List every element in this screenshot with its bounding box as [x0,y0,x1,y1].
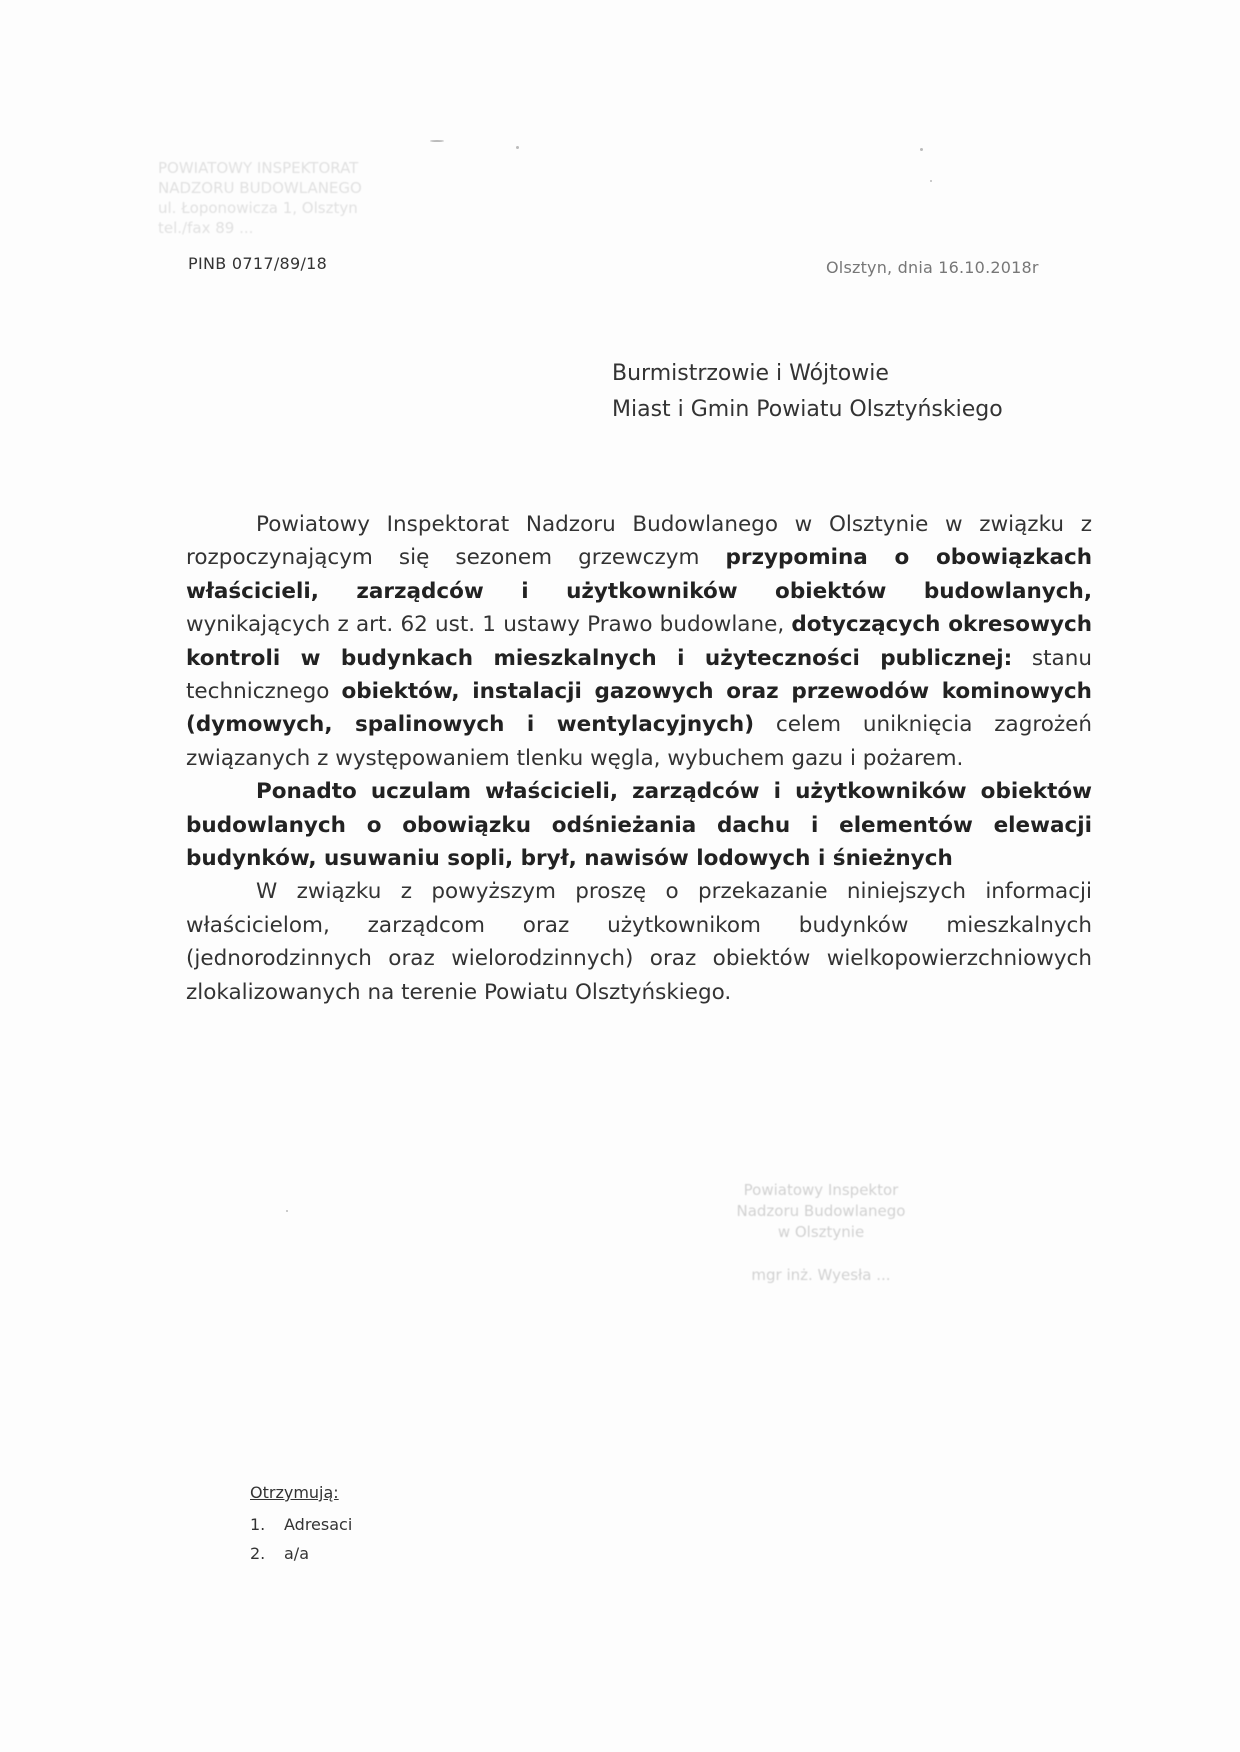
stamp-line: mgr inż. Wyesła ... [751,1266,891,1284]
body-bold-text: przypomina o obowiązkach właścicieli, zarządców i użytkowników obiektów budowlanych, [186,545,1093,604]
recipients-list [250,1483,352,1568]
stamp-line: tel./fax 89 ... [158,219,254,237]
body-text: stanu technicznego [186,645,1092,705]
list-item-number: 2. [250,1544,266,1563]
body-bold-text: Ponadto uczulam właścicieli, zarządców i użytkowników obiektów budowlanych o obowiązku odśnieżania dachu i elementów elewacji budynków, usuwaniu sopli, brył, nawisów lodowych i śnieżnych [186,779,1092,872]
stamp-line: POWIATOWY INSPEKTORAT [158,159,359,177]
list-item [250,1510,352,1539]
body-text: wynikających z art. 62 ust. 1 ustawy Prawo budowlane, [186,612,792,638]
paragraph-request: W związku z powyższym proszę o przekazanie niniejszych informacji właścicielom, zarządcom oraz użytkownikom budynków mieszkalnych (jednorodzinnych oraz wielorodzinnych) oraz obiektów wielkopowierzchniowych zlokalizowanych na terenie Powiatu Olsztyńskiego. [186,879,1092,1005]
scan-speck [286,1210,288,1212]
body-text: Powiatowy Inspektorat Nadzoru Budowlanego w Olsztynie w związku z rozpoczynającym się sezonem grzewczym [186,512,1092,571]
reference-number: PINB 0717/89/18 [188,254,328,273]
addressee-line: Miast i Gmin Powiatu Olsztyńskiego [612,397,1003,422]
list-item-label: a/a [284,1544,309,1563]
stamp-line: Nadzoru Budowlanego [736,1202,906,1220]
list-item [250,1539,352,1568]
addressee-block [612,356,1003,428]
letter-body [186,508,1092,1009]
signature-stamp [706,1180,936,1286]
stamp-line: w Olsztynie [777,1223,865,1241]
scan-speck [430,140,444,142]
addressee-line: Burmistrzowie i Wójtowie [612,361,889,386]
scan-speck [930,180,932,182]
scan-speck [920,148,923,151]
list-item-number: 1. [250,1515,266,1534]
paragraph-heating-season [186,508,1092,775]
office-stamp [158,158,418,238]
recipients-heading: Otrzymują: [250,1483,339,1502]
stamp-line: Powiatowy Inspektor [743,1181,899,1199]
body-bold-text: dotyczących okresowych kontroli w budynkach mieszkalnych i użyteczności publicznej: [186,612,1093,671]
stamp-line: NADZORU BUDOWLANEGO [158,179,362,197]
body-text: celem uniknięcia zagrożeń związanych z występowaniem tlenku węgla, wybuchem gazu i pożarem. [186,712,1093,771]
paragraph-snow-removal [186,775,1092,875]
stamp-line: ul. Łoponowicza 1, Olsztyn [158,199,358,217]
letter-date: Olsztyn, dnia 16.10.2018r [826,258,1039,277]
scan-speck [516,146,519,149]
list-item-label: Adresaci [284,1515,353,1534]
body-bold-text: obiektów, instalacji gazowych oraz przewodów kominowych (dymowych, spalinowych i wentylacyjnych) [186,679,1092,738]
